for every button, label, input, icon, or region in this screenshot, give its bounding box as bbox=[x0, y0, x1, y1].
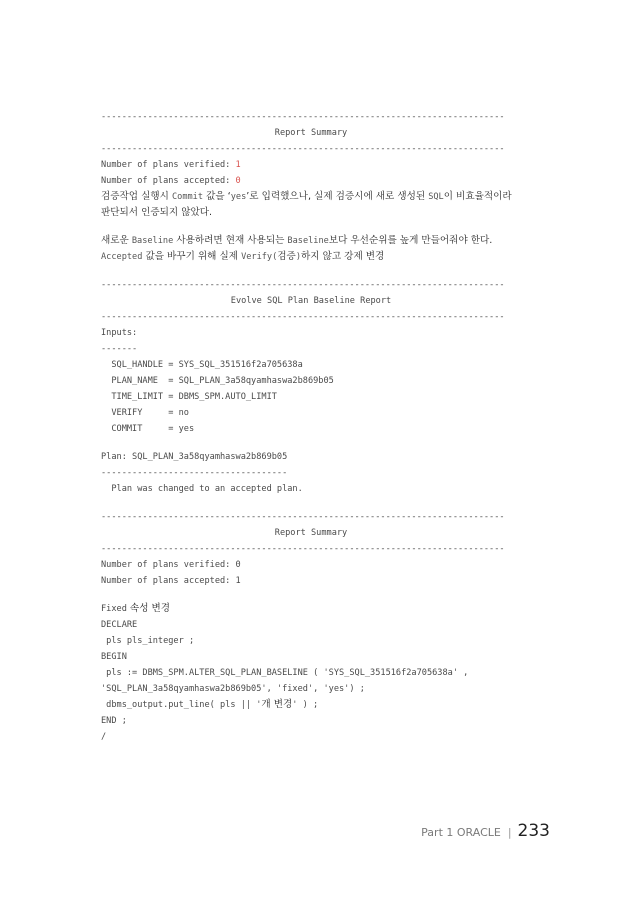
plans-verified-label: Number of plans verified: bbox=[101, 160, 236, 170]
fixed-heading bbox=[101, 601, 521, 617]
fixed-heading-kr: 속성 변경 bbox=[126, 603, 171, 614]
input-param: TIME_LIMIT = DBMS_SPM.AUTO_LIMIT bbox=[101, 392, 277, 402]
note2-line1 bbox=[101, 233, 521, 249]
note-code: yes bbox=[230, 192, 247, 202]
code-line: pls pls_integer ; bbox=[101, 636, 195, 646]
inputs-underline: ------- bbox=[101, 344, 138, 354]
note-code: SQL bbox=[428, 192, 444, 202]
note2-line2 bbox=[101, 249, 521, 265]
plans-accepted-line-2: Number of plans accepted: 1 bbox=[101, 576, 241, 586]
note1-line2: 판단되서 인증되지 않았다. bbox=[101, 207, 213, 218]
note-code: Baseline bbox=[287, 236, 329, 246]
report-summary-title: Report Summary bbox=[274, 128, 348, 138]
plans-accepted-line bbox=[101, 173, 521, 189]
note-text: 값을 ‘ bbox=[203, 191, 231, 202]
code-line: DECLARE bbox=[101, 620, 138, 630]
plan-line: Plan: SQL_PLAN_3a58qyamhaswa2b869b05 bbox=[101, 452, 288, 462]
code-line: END ; bbox=[101, 716, 127, 726]
note-text: ’로 입력했으나, 실제 검증시에 새로 생성된 bbox=[246, 191, 429, 202]
note-code: Verify( bbox=[241, 252, 278, 262]
code-line: BEGIN bbox=[101, 652, 127, 662]
note-text: 값을 바꾸기 위해 실제 bbox=[142, 251, 242, 262]
divider: ------------------------------------------------------------------------------ bbox=[101, 312, 505, 322]
input-param: VERIFY = no bbox=[101, 408, 189, 418]
code-line-put-line bbox=[101, 697, 521, 713]
note-text: 이 비효율적이라 bbox=[443, 191, 512, 202]
code-line: 'SQL_PLAN_3a58qyamhaswa2b869b05', 'fixed', 'yes') ; bbox=[101, 684, 365, 694]
plans-verified-value: 1 bbox=[235, 160, 241, 170]
divider: ------------------------------------------------------------------------------ bbox=[101, 144, 505, 154]
plan-message: Plan was changed to an accepted plan. bbox=[101, 484, 303, 494]
input-param: SQL_HANDLE = SYS_SQL_351516f2a705638a bbox=[101, 360, 303, 370]
note-text: 하지 않고 강제 변경 bbox=[301, 251, 385, 262]
page-content bbox=[101, 109, 521, 745]
plans-verified-line bbox=[101, 157, 521, 173]
note-code: Accepted bbox=[101, 252, 143, 262]
note-text: 검증작업 실행시 bbox=[101, 191, 172, 202]
divider: ------------------------------------------------------------------------------ bbox=[101, 544, 505, 554]
inputs-label: Inputs: bbox=[101, 328, 138, 338]
divider: ------------------------------------------------------------------------------ bbox=[101, 280, 505, 290]
note-text: 사용하려면 현재 사용되는 bbox=[173, 235, 288, 246]
code-text: dbms_output.put_line( pls || ' bbox=[101, 700, 262, 710]
divider: ------------------------------------------------------------------------------ bbox=[101, 112, 505, 122]
footer-separator: | bbox=[507, 826, 512, 839]
plan-underline: ------------------------------------ bbox=[101, 468, 288, 478]
note-text: 검증 bbox=[277, 251, 296, 262]
note-code: Baseline bbox=[131, 236, 174, 246]
report-summary-title-2: Report Summary bbox=[274, 528, 348, 538]
page-footer bbox=[421, 821, 550, 841]
plans-verified-line-2: Number of plans verified: 0 bbox=[101, 560, 241, 570]
divider: ------------------------------------------------------------------------------ bbox=[101, 512, 505, 522]
plans-accepted-label: Number of plans accepted: bbox=[101, 176, 236, 186]
code-text-kr: 개 변경 bbox=[261, 699, 293, 710]
note-code: Commit bbox=[171, 192, 204, 202]
code-line: / bbox=[101, 732, 107, 742]
fixed-heading-code: Fixed bbox=[101, 604, 127, 614]
note-text: 보다 우선순위를 높게 만들어줘야 한다. bbox=[328, 235, 493, 246]
input-param: PLAN_NAME = SQL_PLAN_3a58qyamhaswa2b869b05 bbox=[101, 376, 334, 386]
input-param: COMMIT = yes bbox=[101, 424, 195, 434]
page-number: 233 bbox=[517, 821, 550, 841]
footer-part-label: Part 1 ORACLE bbox=[421, 826, 501, 839]
note-code: ) bbox=[295, 252, 302, 262]
code-text: ' ) ; bbox=[292, 700, 319, 710]
note-text: 새로운 bbox=[101, 235, 132, 246]
plans-accepted-value: 0 bbox=[235, 176, 241, 186]
code-line: pls := DBMS_SPM.ALTER_SQL_PLAN_BASELINE ( 'SYS_SQL_351516f2a705638a' , bbox=[101, 668, 469, 678]
note1-line1 bbox=[101, 189, 521, 205]
evolve-report-title: Evolve SQL Plan Baseline Report bbox=[230, 296, 392, 306]
